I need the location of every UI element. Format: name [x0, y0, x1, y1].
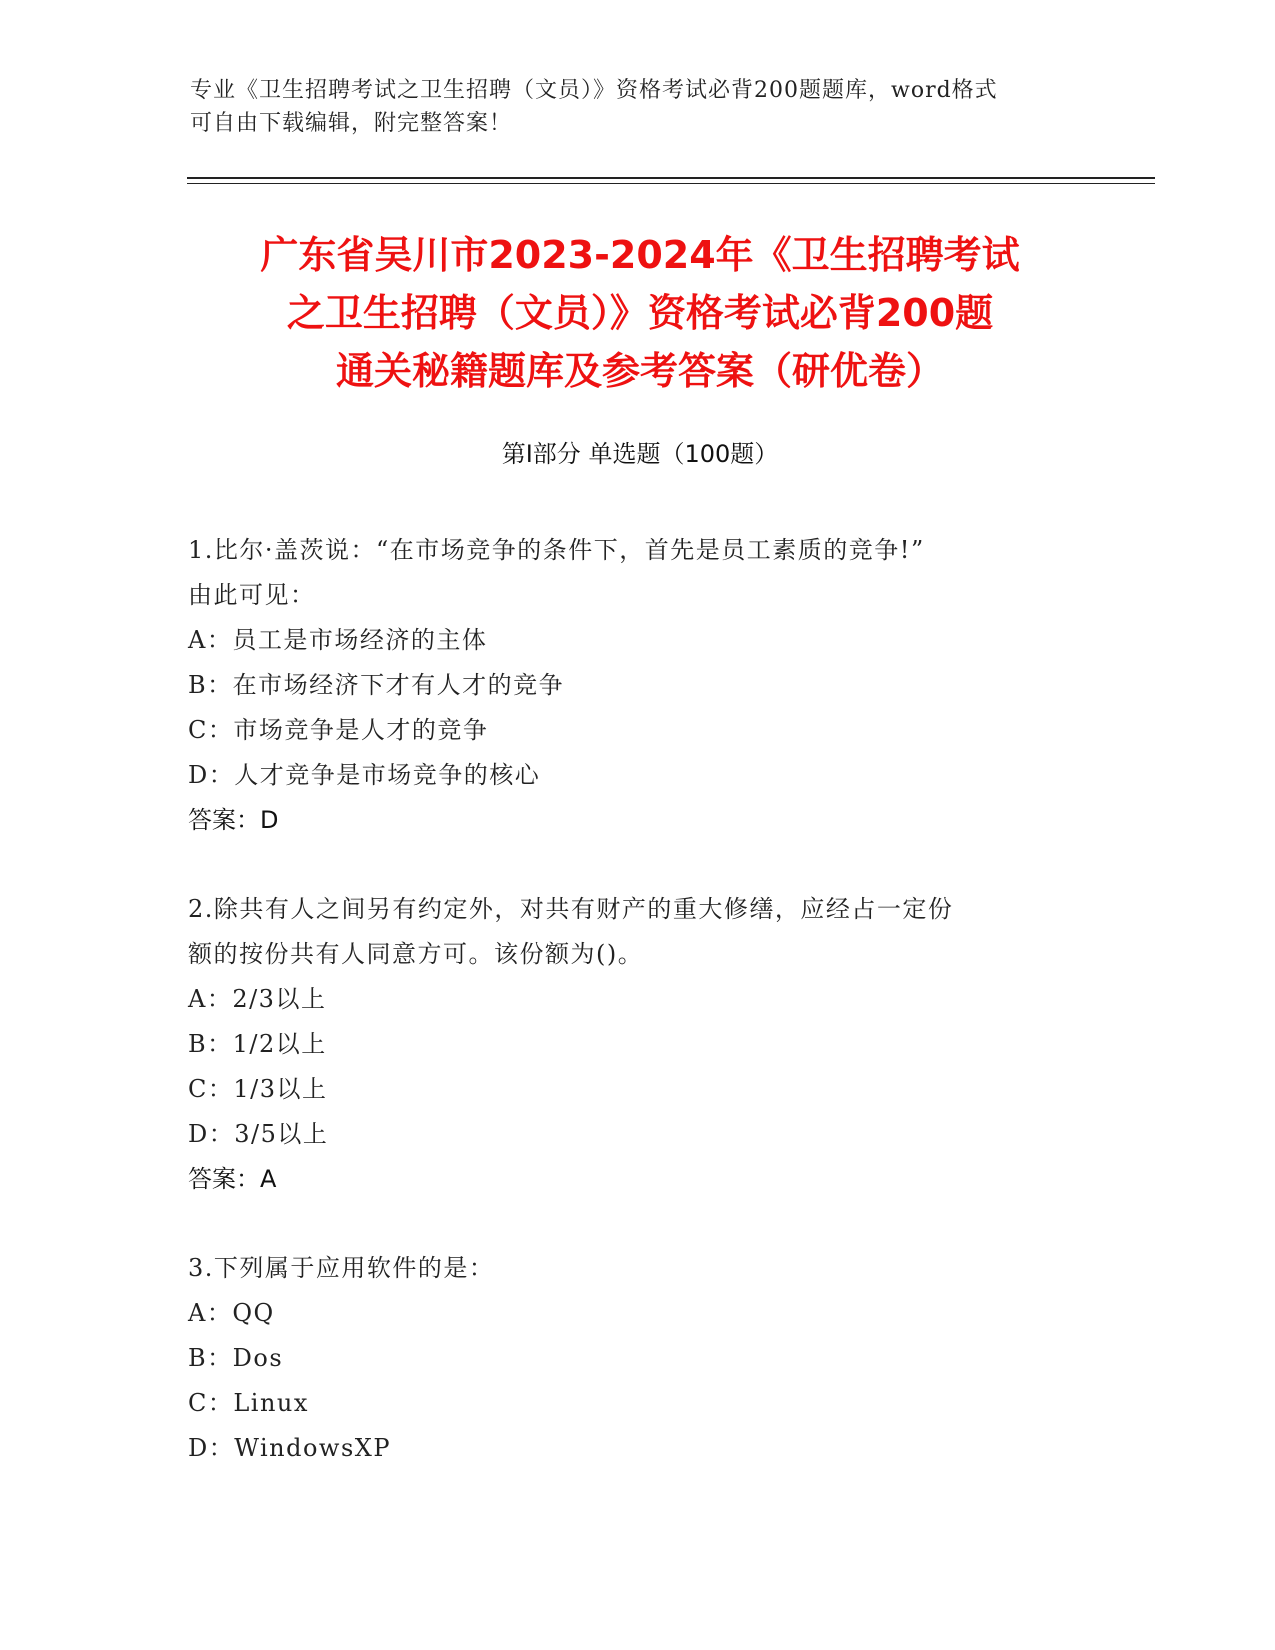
section-title: 第I部分 单选题（100题）: [501, 440, 779, 468]
question-stem: 1.比尔·盖茨说：“在市场竞争的条件下，首先是员工素质的竞争!”: [188, 536, 925, 564]
option-a: A：2/3以上: [188, 985, 327, 1013]
option-d: D：WindowsXP: [188, 1434, 392, 1462]
question-list: [188, 528, 1068, 1515]
option-d: D：3/5以上: [188, 1120, 329, 1148]
option-b: B：1/2以上: [188, 1030, 327, 1058]
option-d: D：人才竞争是市场竞争的核心: [188, 761, 541, 789]
question-stem: 2.除共有人之间另有约定外，对共有财产的重大修缮，应经占一定份: [188, 895, 954, 923]
answer: 答案：D: [188, 806, 279, 834]
option-b: B：Dos: [188, 1344, 284, 1372]
title-line3: 通关秘籍题库及参考答案（研优卷）: [335, 349, 944, 393]
header-divider: [187, 177, 1155, 179]
question-stem-continued: 额的按份共有人同意方可。该份额为()。: [188, 940, 644, 968]
question-stem-continued: 由此可见：: [188, 581, 316, 609]
answer: 答案：A: [188, 1165, 277, 1193]
question-3: [188, 1246, 1068, 1471]
option-a: A：QQ: [188, 1299, 275, 1327]
option-c: C：市场竞争是人才的竞争: [188, 716, 489, 744]
document-title: [190, 226, 1090, 400]
header-divider-thin: [187, 183, 1155, 184]
header-note: [190, 74, 1090, 140]
option-b: B：在市场经济下才有人才的竞争: [188, 671, 565, 699]
header-note-line2: 可自由下载编辑，附完整答案！: [190, 111, 513, 136]
question-1: [188, 528, 1068, 843]
option-a: A：员工是市场经济的主体: [188, 626, 488, 654]
option-c: C：Linux: [188, 1389, 309, 1417]
title-line2: 之卫生招聘（文员）》资格考试必背200题: [286, 291, 994, 335]
question-2: [188, 887, 1068, 1202]
header-note-line1: 专业《卫生招聘考试之卫生招聘（文员）》资格考试必背200题题库，word格式: [190, 78, 998, 103]
option-c: C：1/3以上: [188, 1075, 328, 1103]
question-stem: 3.下列属于应用软件的是：: [188, 1254, 495, 1282]
title-line1: 广东省吴川市2023-2024年《卫生招聘考试: [260, 233, 1020, 277]
